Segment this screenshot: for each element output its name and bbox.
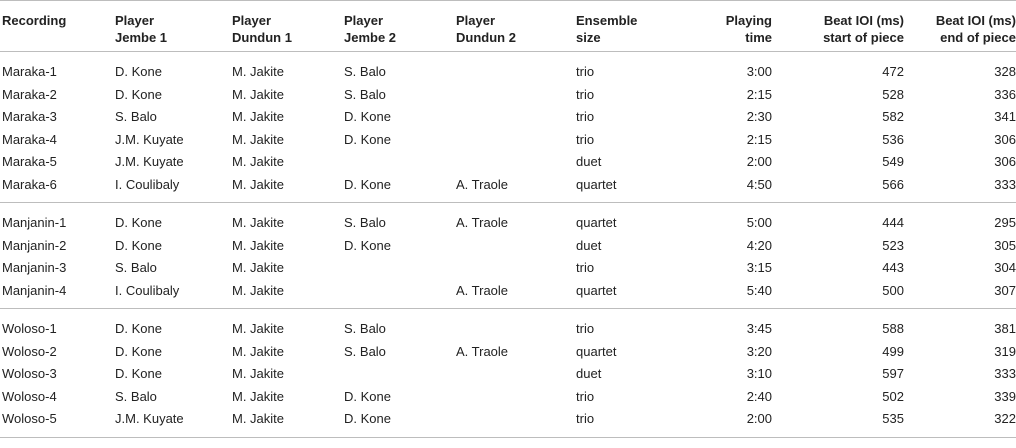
table-row [0,309,1016,341]
cell-player-dundun-2: A. Traole [456,176,509,192]
table-row [0,106,1016,129]
cell-player-dundun-1: M. Jakite [232,411,285,427]
cell-beat-ioi-start: 500 [882,282,904,298]
cell-player-dundun-2 [456,309,576,341]
column-header-player-jembe-1 [115,1,232,52]
cell-playing-time: 5:00 [746,215,772,231]
cell-player-jembe-2 [344,280,456,309]
cell-beat-ioi-start: 499 [882,343,904,359]
cell-playing-time: 4:20 [746,237,772,253]
cell-playing-time: 3:20 [746,343,772,359]
cell-beat-ioi-start: 588 [882,321,904,337]
cell-playing-time: 3:10 [746,366,772,382]
cell-ensemble-size: duet [576,237,602,253]
column-header-player-dundun-1 [232,1,344,52]
header-line: Jembe 1 [115,30,168,45]
cell-ensemble-size: trio [576,411,595,427]
cell-recording: Maraka-3 [2,109,57,125]
cell-recording: Woloso-2 [2,343,57,359]
cell-player-jembe-1: D. Kone [115,343,162,359]
cell-player-jembe-2: S. Balo [344,321,386,337]
cell-playing-time: 2:00 [746,411,772,427]
column-header-player-dundun-2 [456,1,576,52]
table-row [0,341,1016,364]
header-line: Dundun 1 [232,30,292,45]
row-group [0,203,1016,309]
cell-recording: Maraka-5 [2,154,57,170]
cell-player-dundun-1: M. Jakite [232,282,285,298]
cell-player-dundun-1: M. Jakite [232,343,285,359]
cell-player-jembe-2: D. Kone [344,388,391,404]
cell-recording: Woloso-3 [2,366,57,382]
cell-beat-ioi-start: 549 [882,154,904,170]
cell-player-jembe-2: D. Kone [344,411,391,427]
cell-recording: Woloso-1 [2,321,57,337]
cell-player-dundun-1: M. Jakite [232,321,285,337]
cell-player-dundun-2 [456,151,576,174]
cell-beat-ioi-end: 333 [994,176,1016,192]
cell-beat-ioi-start: 523 [882,237,904,253]
cell-ensemble-size: quartet [576,176,617,192]
cell-beat-ioi-end: 305 [994,237,1016,253]
cell-playing-time: 5:40 [746,282,772,298]
cell-player-jembe-1: D. Kone [115,321,162,337]
table-row [0,174,1016,203]
cell-player-dundun-2 [456,106,576,129]
header-line: start of piece [823,30,904,45]
cell-recording: Manjanin-3 [2,260,67,276]
cell-ensemble-size: trio [576,260,595,276]
cell-player-dundun-2 [456,129,576,152]
cell-player-jembe-1: S. Balo [115,260,157,276]
cell-beat-ioi-end: 336 [994,86,1016,102]
cell-player-jembe-1: D. Kone [115,64,162,80]
cell-player-dundun-2: A. Traole [456,215,509,231]
header-line: Dundun 2 [456,30,516,45]
cell-recording: Woloso-5 [2,411,57,427]
cell-player-jembe-1: J.M. Kuyate [115,154,184,170]
cell-beat-ioi-end: 322 [994,411,1016,427]
cell-player-jembe-2: D. Kone [344,131,391,147]
cell-player-jembe-1: I. Coulibaly [115,176,180,192]
column-header-beat-ioi-end [904,1,1016,52]
cell-ensemble-size: trio [576,86,595,102]
cell-player-jembe-2: S. Balo [344,86,386,102]
cell-playing-time: 2:00 [746,154,772,170]
cell-player-jembe-2: S. Balo [344,343,386,359]
column-header-playing-time [656,1,772,52]
column-header-recording [0,1,115,52]
cell-playing-time: 4:50 [746,176,772,192]
header-line: end of piece [940,30,1016,45]
cell-beat-ioi-end: 328 [994,64,1016,80]
table-row [0,386,1016,409]
cell-beat-ioi-start: 472 [882,64,904,80]
column-header-ensemble-size [576,1,656,52]
table-row [0,84,1016,107]
cell-playing-time: 2:40 [746,388,772,404]
cell-ensemble-size: trio [576,131,595,147]
cell-ensemble-size: trio [576,388,595,404]
cell-recording: Maraka-4 [2,131,57,147]
cell-player-jembe-1: J.M. Kuyate [115,411,184,427]
table-header [0,1,1016,52]
header-row [0,1,1016,52]
cell-player-jembe-2: D. Kone [344,176,391,192]
table-row [0,280,1016,309]
cell-player-dundun-2: A. Traole [456,343,509,359]
cell-player-jembe-1: D. Kone [115,215,162,231]
cell-beat-ioi-start: 444 [882,215,904,231]
cell-player-jembe-2: D. Kone [344,237,391,253]
cell-player-dundun-2 [456,235,576,258]
header-line: size [576,30,601,45]
cell-ensemble-size: trio [576,109,595,125]
cell-player-dundun-2 [456,84,576,107]
cell-playing-time: 2:15 [746,86,772,102]
cell-beat-ioi-start: 528 [882,86,904,102]
table-row [0,52,1016,84]
cell-player-dundun-2 [456,386,576,409]
header-line: time [745,30,772,45]
cell-beat-ioi-end: 319 [994,343,1016,359]
cell-ensemble-size: quartet [576,215,617,231]
cell-player-dundun-1: M. Jakite [232,237,285,253]
cell-recording: Manjanin-4 [2,282,67,298]
header-line: Beat IOI (ms) [935,13,1016,28]
cell-ensemble-size: duet [576,366,602,382]
header-line: Beat IOI (ms) [823,13,904,28]
cell-beat-ioi-end: 381 [994,321,1016,337]
cell-player-dundun-1: M. Jakite [232,215,285,231]
cell-player-jembe-1: J.M. Kuyate [115,131,184,147]
cell-beat-ioi-start: 443 [882,260,904,276]
header-line: Ensemble [576,13,638,28]
cell-player-dundun-2 [456,257,576,280]
header-line: Jembe 2 [344,30,397,45]
header-line: Player [232,13,272,28]
cell-player-jembe-2 [344,257,456,280]
cell-beat-ioi-start: 597 [882,366,904,382]
cell-ensemble-size: trio [576,321,595,337]
cell-playing-time: 2:15 [746,131,772,147]
cell-player-dundun-1: M. Jakite [232,131,285,147]
cell-beat-ioi-start: 536 [882,131,904,147]
cell-recording: Woloso-4 [2,388,57,404]
cell-beat-ioi-end: 295 [994,215,1016,231]
cell-beat-ioi-start: 582 [882,109,904,125]
cell-ensemble-size: duet [576,154,602,170]
cell-player-dundun-1: M. Jakite [232,388,285,404]
cell-ensemble-size: quartet [576,282,617,298]
cell-beat-ioi-start: 502 [882,388,904,404]
cell-player-dundun-2 [456,52,576,84]
cell-player-dundun-1: M. Jakite [232,260,285,276]
cell-player-dundun-1: M. Jakite [232,176,285,192]
column-header-beat-ioi-start [772,1,904,52]
cell-recording: Manjanin-1 [2,215,67,231]
cell-beat-ioi-end: 306 [994,131,1016,147]
cell-player-jembe-2: D. Kone [344,109,391,125]
table-row [0,408,1016,437]
header-line: Player [456,13,496,28]
table-row [0,235,1016,258]
table-row [0,363,1016,386]
cell-recording: Maraka-1 [2,64,57,80]
row-group [0,309,1016,438]
header-line: Player [115,13,155,28]
header-line: Recording [2,13,67,28]
cell-beat-ioi-end: 333 [994,366,1016,382]
cell-ensemble-size: quartet [576,343,617,359]
cell-beat-ioi-end: 307 [994,282,1016,298]
cell-recording: Maraka-2 [2,86,57,102]
cell-player-jembe-2: S. Balo [344,215,386,231]
cell-recording: Maraka-6 [2,176,57,192]
cell-beat-ioi-end: 304 [994,260,1016,276]
table-row [0,129,1016,152]
cell-player-dundun-1: M. Jakite [232,154,285,170]
cell-player-jembe-1: I. Coulibaly [115,282,180,298]
cell-player-jembe-2 [344,363,456,386]
table-row [0,257,1016,280]
cell-beat-ioi-end: 341 [994,109,1016,125]
cell-player-jembe-1: D. Kone [115,366,162,382]
table-row [0,203,1016,235]
header-line: Playing [725,13,772,28]
column-header-player-jembe-2 [344,1,456,52]
cell-player-dundun-1: M. Jakite [232,109,285,125]
cell-beat-ioi-start: 566 [882,176,904,192]
cell-player-jembe-1: S. Balo [115,109,157,125]
cell-player-dundun-1: M. Jakite [232,366,285,382]
cell-playing-time: 3:00 [746,64,772,80]
cell-beat-ioi-end: 339 [994,388,1016,404]
cell-player-dundun-2 [456,363,576,386]
table-row [0,151,1016,174]
cell-player-dundun-1: M. Jakite [232,64,285,80]
cell-player-dundun-2: A. Traole [456,282,509,298]
cell-playing-time: 3:15 [746,260,772,276]
cell-player-jembe-2 [344,151,456,174]
cell-player-dundun-1: M. Jakite [232,86,285,102]
cell-player-jembe-2: S. Balo [344,64,386,80]
cell-player-jembe-1: S. Balo [115,388,157,404]
row-group [0,52,1016,203]
cell-playing-time: 2:30 [746,109,772,125]
cell-player-jembe-1: D. Kone [115,86,162,102]
cell-beat-ioi-end: 306 [994,154,1016,170]
cell-recording: Manjanin-2 [2,237,67,253]
header-line: Player [344,13,384,28]
cell-player-jembe-1: D. Kone [115,237,162,253]
cell-beat-ioi-start: 535 [882,411,904,427]
cell-playing-time: 3:45 [746,321,772,337]
cell-player-dundun-2 [456,408,576,437]
cell-ensemble-size: trio [576,64,595,80]
